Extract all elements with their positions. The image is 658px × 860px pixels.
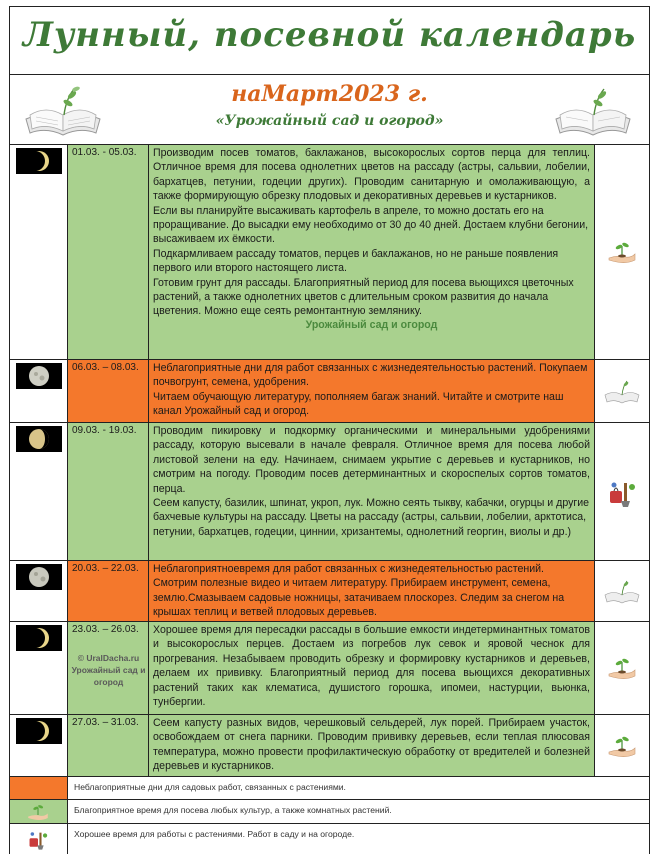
row-paragraph: Проводим пикировку и подкормку органическими и минеральными удобрениями рассаду, которую высевали в начале февраля. Отличное время для посева любой листовой зелени на еду. Начинаем, снимаем укрытие с деревьев и кустарников, но смотрим на погоду. Проводим посев детерминантных и скороспелых сортов томатов, перца. xyxy=(153,425,590,495)
open-book-icon xyxy=(602,577,642,605)
date-range: 01.03. - 05.03. xyxy=(72,147,137,158)
legend-swatch-orange xyxy=(10,777,68,799)
waning-gibbous-moon-icon xyxy=(16,426,62,452)
row-paragraph: Производим посев томатов, баклажанов, высокорослых сортов перца для теплиц. Отличное время для посева однолетних цветов на рассаду (астры, сальвии, лобелии, бархатцев, петунии, годеции других). Проводим санитарную и омолаживающую, а также формирующую обрезку плодовых и декоративных деревьев и кустарников. xyxy=(153,147,590,203)
date-range: 23.03. – 26.03. xyxy=(72,624,139,635)
date-range: 09.03. - 19.03. xyxy=(72,425,137,436)
waxing-crescent-moon-icon xyxy=(16,148,62,174)
page-title: Лунный, посевной календарь xyxy=(22,15,637,55)
row-paragraph: Хорошее время для пересадки рассады в большие емкости индетерминантных томатов и высокорослых перцев. Достаем из погребов лук севок и яровой чеснок для прогревания. Незабываем проводить обрезку и формировку кустарников и деревьев, делаем их прививку. Благоприятный период для посева вьющихся декоративных растений таких как клематиса, душистого горошка, ипомеи, настурции, вьюнка, тунбергии. xyxy=(153,624,590,709)
full-moon-icon xyxy=(16,363,62,389)
row-paragraph: Если вы планируйте высаживать картофель в апреле, то можно достать его на проращивание. До высадки ему необходимо от 30 до 40 дней. Достаем клубни бегонии, высаживаем их ёмкости. xyxy=(153,204,589,246)
subtitle-box xyxy=(10,75,649,145)
waxing-crescent-moon-icon xyxy=(16,718,62,744)
calendar-page xyxy=(9,6,650,854)
new-moon-icon xyxy=(16,564,62,590)
row-paragraph: Неблагоприятные дни для работ связанных с жизнедеятельностью растений. Покупаем почвогрунт, семена, удобрения. xyxy=(153,362,588,389)
open-book-icon xyxy=(602,377,642,405)
garden-tools-icon xyxy=(605,475,639,509)
hand-sprout-icon xyxy=(607,734,637,758)
waxing-crescent-moon-icon xyxy=(16,625,62,651)
calendar-row xyxy=(10,145,649,360)
calendar-row xyxy=(10,622,649,715)
calendar-row xyxy=(10,423,649,561)
legend-swatch-green xyxy=(10,800,68,823)
date-range: 06.03. – 08.03. xyxy=(72,362,139,373)
legend-row xyxy=(10,824,649,854)
legend-swatch-tools xyxy=(10,824,68,854)
copyright-credit: © UralDacha.ru Урожайный сад и огород xyxy=(71,653,146,687)
legend-text: Хорошее время для работы с растениями. Работ в саду и на огороде. xyxy=(74,829,355,839)
calendar-row xyxy=(10,561,649,622)
legend-text: Благоприятное время для посева любых культур, а также комнатных растений. xyxy=(74,805,392,815)
date-range: 27.03. – 31.03. xyxy=(72,717,139,728)
row-paragraph: Сеем капусту разных видов, черешковый сельдерей, лук порей. Прибираем участок, освобождаем от снега парники. Проводим прививку деревьев, если теплая плюсовая температура, можно провести профилактическую обработку от вредителей и болезней деревьев и кустарников. xyxy=(153,717,590,773)
open-book-icon xyxy=(550,81,636,139)
calendar-row xyxy=(10,715,649,777)
calendar-month: наМарт2023 г. xyxy=(231,81,428,107)
calendar-row xyxy=(10,360,649,423)
hand-sprout-icon xyxy=(607,240,637,264)
row-watermark: Урожайный сад и огород xyxy=(305,318,438,331)
legend-row xyxy=(10,800,649,824)
hand-sprout-icon xyxy=(607,656,637,680)
open-book-icon xyxy=(20,81,106,139)
row-paragraph: Подкармливаем рассаду томатов, перцев и баклажанов, но не раньше появления первого или второго настоящего листа. xyxy=(153,247,559,275)
garden-tools-icon xyxy=(24,827,52,851)
title-box xyxy=(10,7,649,75)
legend-row xyxy=(10,777,649,800)
legend-text: Неблагоприятные дни для садовых работ, связанных с растениями. xyxy=(74,782,346,792)
row-paragraph: Неблагоприятноевремя для работ связанных с жизнедеятельностью растений. Смотрим полезные видео и читаем литературу. Прибираем инструмент, семена, землю.Смазываем садовые ножницы, затачиваем плоскорез. Следим за снегом на крышах теплиц и ветвей плодовых деревьев. xyxy=(153,563,565,619)
calendar-caption: «Урожайный сад и огород» xyxy=(215,113,444,129)
hand-sprout-icon xyxy=(26,803,50,821)
date-range: 20.03. – 22.03. xyxy=(72,563,139,574)
row-paragraph: Готовим грунт для рассады. Благоприятный период для посева вьющихся цветочных растений, а также однолетних цветов с длительным сроком развития до начала цветения. Можно еще сеять ремонтантную землянику. xyxy=(153,276,574,318)
row-paragraph: Сеем капусту, базилик, шпинат, укроп, лук. Можно сеять тыкву, кабачки, огурцы и другие бахчевые культуры на рассаду. Цветы на рассаду (астры, сальвии, лобелии, арктотиса, петунии, бархатцев, годеции, циннии, хризантемы, однолетний георгин, виолы и др.) xyxy=(153,497,590,538)
row-paragraph: Читаем обучающую литературу, пополняем багаж знаний. Читайте и смотрите наш канал Урожайный сад и огород. xyxy=(153,390,564,418)
